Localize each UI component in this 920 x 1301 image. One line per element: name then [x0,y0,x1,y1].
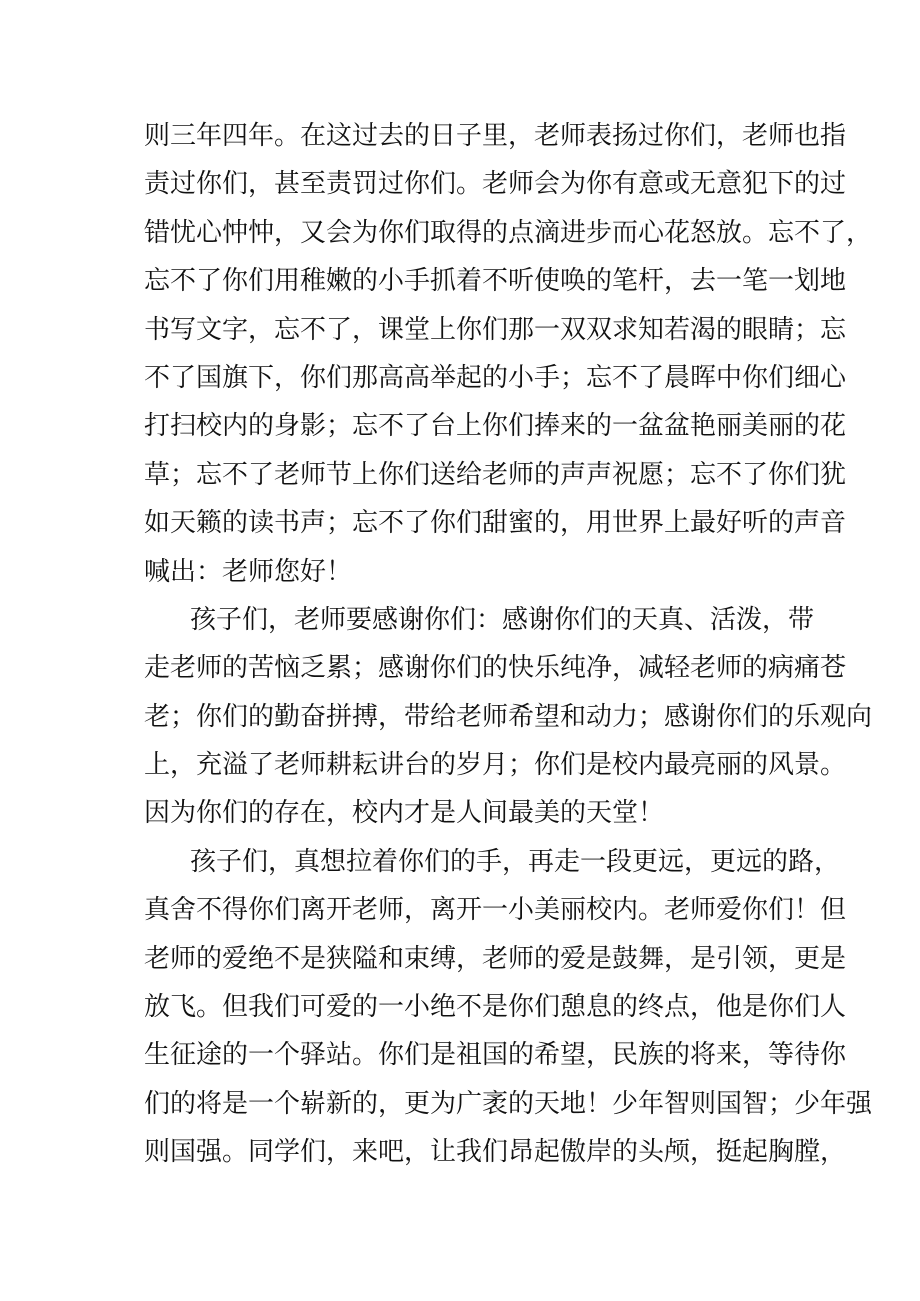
paragraph-1 [144,112,873,596]
text-line: 们的将是一个崭新的，更为广袤的天地！少年智则国智；少年强 [144,1088,873,1119]
text-line: 书写文字，忘不了，课堂上你们那一双双求知若渴的眼睛；忘 [144,314,847,345]
text-line: 生征途的一个驿站。你们是祖国的希望，民族的将来，等待你 [144,1040,847,1071]
text-line: 孩子们，老师要感谢你们：感谢你们的天真、活泼，带 [190,604,815,635]
text-line: 孩子们，真想拉着你们的手，再走一段更远，更远的路， [190,846,841,877]
paragraph-3 [144,838,873,1177]
text-line: 上，充溢了老师耕耘讲台的岁月；你们是校内最亮丽的风景。 [144,750,847,781]
text-line: 因为你们的存在，校内才是人间最美的天堂！ [144,798,665,829]
text-line: 喊出：老师您好！ [144,556,353,587]
text-line: 责过你们，甚至责罚过你们。老师会为你有意或无意犯下的过 [144,169,847,200]
body-text [144,112,873,1177]
text-line: 不了国旗下，你们那高高举起的小手；忘不了晨晖中你们细心 [144,362,847,393]
text-line: 老师的爱绝不是狭隘和束缚，老师的爱是鼓舞，是引领，更是 [144,943,847,974]
text-line: 老；你们的勤奋拼搏，带给老师希望和动力；感谢你们的乐观向 [144,701,873,732]
text-line: 放飞。但我们可爱的一小绝不是你们憩息的终点，他是你们人 [144,992,847,1023]
text-line: 错忧心忡忡，又会为你们取得的点滴进步而心花怒放。忘不了， [144,217,873,248]
text-line: 则国强。同学们，来吧，让我们昂起傲岸的头颅，挺起胸膛， [144,1137,847,1168]
text-line: 则三年四年。在这过去的日子里，老师表扬过你们，老师也指 [144,121,847,151]
text-line: 草；忘不了老师节上你们送给老师的声声祝愿；忘不了你们犹 [144,459,847,490]
text-line: 打扫校内的身影；忘不了台上你们捧来的一盆盆艳丽美丽的花 [144,411,847,442]
text-line: 如天籁的读书声；忘不了你们甜蜜的，用世界上最好听的声音 [144,508,847,539]
text-line: 走老师的苦恼乏累；感谢你们的快乐纯净，减轻老师的病痛苍 [144,653,847,684]
text-line: 忘不了你们用稚嫩的小手抓着不听使唤的笔杆，去一笔一划地 [144,266,847,297]
paragraph-2 [144,596,873,838]
text-line: 真舍不得你们离开老师，离开一小美丽校内。老师爱你们！但 [144,895,847,926]
